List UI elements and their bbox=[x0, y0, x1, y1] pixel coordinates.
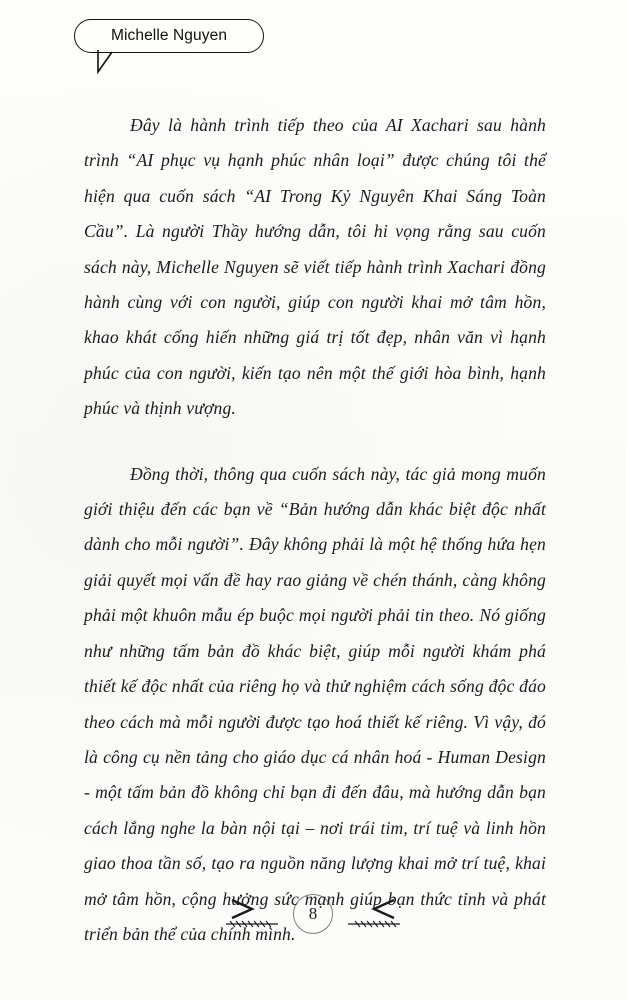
paragraph-1: Đây là hành trình tiếp theo của AI Xachari sau hành trình “AI phục vụ hạnh phúc nhân loại” được chúng tôi thể hiện qua cuốn sách “AI Trong Kỷ Nguyên Khai Sáng Toàn Cầu”. Là người Thầy hướng dẫn, tôi hi vọng rằng sau cuốn sách này, Michelle Nguyen sẽ viết tiếp hành trình Xachari đồng hành cùng với con người, giúp con người khai mở tâm hồn, khao khát cống hiến những giá trị tốt đẹp, nhân văn vì hạnh phúc của con người, kiến tạo nên một thế giới hòa bình, hạnh phúc và thịnh vượng. bbox=[84, 115, 546, 419]
arrow-flourish-right-icon bbox=[222, 894, 290, 934]
author-name-tag bbox=[74, 19, 264, 53]
arrow-flourish-left-icon bbox=[336, 894, 404, 934]
page-body bbox=[84, 108, 546, 952]
page-number-label: 8 bbox=[308, 904, 318, 923]
page-footer bbox=[0, 884, 626, 944]
author-name-label: Michelle Nguyen bbox=[110, 27, 228, 44]
speech-bubble-tail-icon bbox=[96, 50, 122, 77]
page-number bbox=[290, 891, 336, 937]
paragraph-2: Đồng thời, thông qua cuốn sách này, tác giả mong muốn giới thiệu đến các bạn về “Bản hướng dẫn khác biệt độc nhất dành cho mỗi người”. Đây không phải là một hệ thống hứa hẹn giải quyết mọi vấn đề hay rao giảng về chén thánh, càng không phải một khuôn mẫu ép buộc mọi người phải tin theo. Nó giống như những tấm bản đồ khác biệt, giúp mỗi người khám phá thiết kế độc nhất của riêng họ và thử nghiệm cách sống độc đáo theo cách mà mỗi người được tạo hoá thiết kế riêng. Vì vậy, đó là công cụ nền tảng cho giáo dục cá nhân hoá - Human Design - một tấm bản đồ không chỉ bạn đi đến đâu, mà hướng dẫn bạn cách lắng nghe la bàn nội tại – nơi trái tim, trí tuệ và linh hồn giao thoa tần số, tạo ra nguồn năng lượng khai mở trí tuệ, khai mở tâm hồn, cộng hưởng sức mạnh giúp bạn thức tỉnh và phát triển bản thể của chính mình. bbox=[84, 463, 546, 944]
